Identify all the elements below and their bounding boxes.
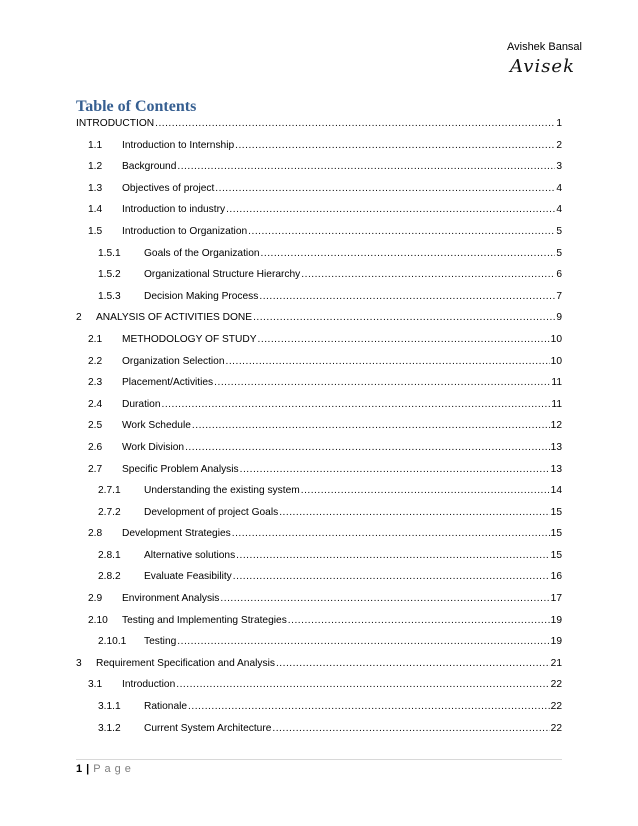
toc-entry-number: 2.8.2 (98, 571, 121, 583)
toc-dot-leader (226, 356, 550, 367)
toc-entry-label: Testing (144, 636, 177, 648)
toc-entry-number: 2.8 (88, 528, 103, 540)
toc-entry-page: 13 (550, 463, 562, 475)
toc-title: Table of Contents (76, 98, 197, 115)
toc-entry-page: 5 (556, 247, 562, 259)
toc-entry[interactable] (76, 248, 562, 270)
toc-dot-leader (272, 723, 549, 734)
toc-entry-number: 2.5 (88, 420, 103, 432)
toc-entry-label: Rationale (144, 701, 188, 713)
toc-entry-page: 11 (551, 398, 562, 410)
toc-entry[interactable] (76, 334, 562, 356)
toc-entry-number: 2.3 (88, 377, 103, 389)
page-footer (76, 763, 135, 775)
toc-entry-label: Introduction (122, 679, 176, 691)
toc-dot-leader (261, 248, 556, 259)
toc-entry-label: Alternative solutions (144, 549, 236, 561)
toc-entry-number: 1.2 (88, 161, 103, 173)
toc-entry[interactable] (76, 204, 562, 226)
toc-dot-leader (236, 550, 549, 561)
toc-entry-label: Objectives of project (122, 182, 215, 194)
toc-entry-number: 1.5.1 (98, 247, 121, 259)
toc-entry[interactable] (76, 550, 562, 572)
toc-entry-label: Organizational Structure Hierarchy (144, 269, 301, 281)
toc-entry[interactable] (76, 571, 562, 593)
toc-entry-label: Environment Analysis (122, 593, 220, 605)
toc-dot-leader (301, 269, 555, 280)
toc-entry-number: 1.4 (88, 204, 103, 216)
toc-entry[interactable] (76, 377, 562, 399)
toc-entry[interactable] (76, 658, 562, 680)
toc-entry-page: 12 (550, 420, 562, 432)
toc-entry[interactable] (76, 420, 562, 442)
toc-entry-label: Decision Making Process (144, 290, 259, 302)
toc-entry-page: 10 (550, 333, 562, 345)
toc-entry-number: 1.5.2 (98, 269, 121, 281)
toc-entry[interactable] (76, 140, 562, 162)
toc-entry-label: METHODOLOGY OF STUDY (122, 333, 257, 345)
toc-entry-number: 2.6 (88, 441, 103, 453)
toc-entry-number: 2.7 (88, 463, 103, 475)
toc-dot-leader (155, 118, 555, 129)
toc-entry[interactable] (76, 356, 562, 378)
footer-separator: | (86, 763, 90, 775)
toc-dot-leader (258, 334, 550, 345)
toc-dot-leader (233, 571, 550, 582)
toc-entry-page: 13 (550, 441, 562, 453)
toc-entry-number: 2 (76, 312, 82, 324)
toc-entry-page: 3 (556, 161, 562, 173)
toc-dot-leader (259, 291, 555, 302)
toc-dot-leader (215, 183, 555, 194)
toc-entry[interactable] (76, 593, 562, 615)
toc-entry-number: 2.4 (88, 398, 103, 410)
toc-entry-number: 3 (76, 657, 82, 669)
toc-entry-label: Evaluate Feasibility (144, 571, 232, 583)
toc-entry-label: Testing and Implementing Strategies (122, 614, 287, 626)
toc-entry-number: 1.5 (88, 225, 103, 237)
toc-dot-leader (214, 377, 550, 388)
toc-entry-label: Requirement Specification and Analysis (96, 657, 275, 669)
toc-entry-page: 15 (550, 506, 562, 518)
toc-entry-page: 14 (550, 485, 562, 497)
toc-entry[interactable] (76, 528, 562, 550)
toc-entry-label: Introduction to industry (122, 204, 226, 216)
toc-entry-page: 22 (550, 679, 562, 691)
toc-entry-number: 2.7.2 (98, 506, 121, 518)
toc-entry-page: 19 (550, 636, 562, 648)
toc-entry-label: Duration (122, 398, 161, 410)
toc-dot-leader (301, 485, 550, 496)
toc-entry[interactable] (76, 615, 562, 637)
page-word: Page (93, 763, 135, 775)
toc-entry-label: Development of project Goals (144, 506, 279, 518)
toc-entry-label: Specific Problem Analysis (122, 463, 239, 475)
toc-dot-leader (240, 464, 550, 475)
toc-dot-leader (232, 528, 550, 539)
toc-entry[interactable] (76, 723, 562, 745)
toc-entry-label: Development Strategies (122, 528, 231, 540)
toc-entry-page: 15 (550, 549, 562, 561)
toc-entry-label: ANALYSIS OF ACTIVITIES DONE (96, 312, 253, 324)
toc-entry-label: INTRODUCTION (76, 118, 155, 129)
toc-entry[interactable] (76, 312, 562, 334)
toc-entry-number: 1.3 (88, 182, 103, 194)
toc-entry-page: 21 (550, 657, 562, 669)
toc-entry-page: 1 (556, 118, 562, 129)
toc-dot-leader (235, 140, 555, 151)
toc-dot-leader (276, 658, 550, 669)
toc-entry-page: 11 (551, 377, 562, 389)
toc-dot-leader (162, 399, 551, 410)
toc-entry-page: 4 (556, 204, 562, 216)
toc-entry-label: Work Division (122, 441, 185, 453)
toc-entry-page: 15 (550, 528, 562, 540)
toc-dot-leader (176, 679, 549, 690)
toc-dot-leader (226, 204, 555, 215)
toc-dot-leader (288, 615, 550, 626)
toc-entry[interactable] (76, 399, 562, 421)
toc-entry-number: 1.5.3 (98, 290, 121, 302)
toc-dot-leader (220, 593, 549, 604)
toc-entry-label: Work Schedule (122, 420, 191, 432)
toc-entry-page: 9 (556, 312, 562, 324)
toc-entry[interactable] (76, 636, 562, 658)
toc-dot-leader (279, 507, 549, 518)
toc-entry[interactable] (76, 118, 562, 140)
toc-dot-leader (188, 701, 550, 712)
toc-dot-leader (177, 161, 555, 172)
page-number: 1 (76, 763, 83, 775)
toc-entry-number: 2.8.1 (98, 549, 121, 561)
toc-entry-number: 1.1 (88, 139, 103, 151)
toc-entry-page: 4 (556, 182, 562, 194)
toc-entry-number: 2.7.1 (98, 485, 121, 497)
toc-entry-number: 3.1.1 (98, 701, 121, 713)
toc-entry-label: Current System Architecture (144, 722, 272, 734)
toc-entry-page: 6 (556, 269, 562, 281)
toc-dot-leader (185, 442, 550, 453)
toc-entry-number: 2.1 (88, 333, 103, 345)
toc-entry-page: 7 (556, 290, 562, 302)
toc-entry-page: 16 (550, 571, 562, 583)
toc-entry-label: Background (122, 161, 177, 173)
toc-entry-page: 22 (550, 701, 562, 713)
toc-entry[interactable] (76, 464, 562, 486)
toc-dot-leader (192, 420, 550, 431)
toc-entry-page: 17 (550, 593, 562, 605)
header-author: Avishek Bansal (506, 41, 582, 53)
toc-entry-number: 2.10 (88, 614, 108, 626)
table-of-contents (76, 118, 562, 744)
toc-entry-page: 5 (556, 225, 562, 237)
toc-entry[interactable] (76, 291, 562, 313)
toc-entry[interactable] (76, 183, 562, 205)
toc-entry-number: 2.2 (88, 355, 103, 367)
toc-entry[interactable] (76, 701, 562, 723)
toc-entry[interactable] (76, 442, 562, 464)
toc-entry-page: 22 (550, 722, 562, 734)
toc-entry[interactable] (76, 679, 562, 701)
toc-entry-label: Introduction to Internship (122, 139, 235, 151)
toc-entry-page: 10 (550, 355, 562, 367)
signature: Avisek (510, 56, 575, 77)
toc-entry[interactable] (76, 269, 562, 291)
toc-entry-label: Introduction to Organization (122, 225, 248, 237)
toc-dot-leader (253, 312, 555, 323)
toc-entry-number: 3.1 (88, 679, 103, 691)
toc-entry[interactable] (76, 507, 562, 529)
toc-dot-leader (248, 226, 555, 237)
toc-dot-leader (177, 636, 549, 647)
footer-divider (76, 759, 562, 760)
toc-entry-page: 19 (550, 614, 562, 626)
toc-entry-page: 2 (556, 139, 562, 151)
toc-entry-number: 2.9 (88, 593, 103, 605)
toc-entry[interactable] (76, 161, 562, 183)
toc-entry-number: 3.1.2 (98, 722, 121, 734)
toc-entry[interactable] (76, 226, 562, 248)
toc-entry-label: Placement/Activities (122, 377, 214, 389)
toc-entry-label: Organization Selection (122, 355, 225, 367)
toc-entry-label: Understanding the existing system (144, 485, 300, 497)
toc-entry[interactable] (76, 485, 562, 507)
toc-entry-number: 2.10.1 (98, 636, 127, 648)
toc-entry-label: Goals of the Organization (144, 247, 260, 259)
